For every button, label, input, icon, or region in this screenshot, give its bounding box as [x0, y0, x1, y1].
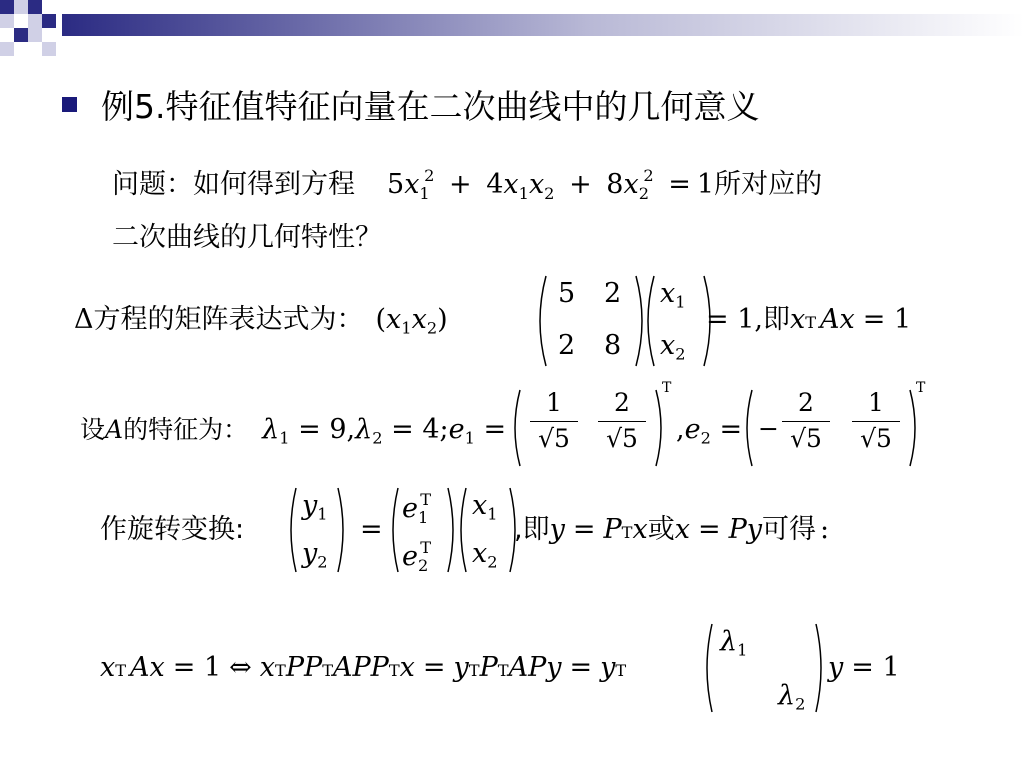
- delta-symbol: Δ: [74, 304, 94, 335]
- matrix-expression-tail: = 1, 即 x T Ax = 1: [706, 304, 912, 335]
- bullet-icon: [62, 97, 77, 112]
- slide-title: [62, 84, 760, 124]
- eigenvector-1: 1 √5 2 √5 T: [508, 386, 678, 470]
- column-vector-cell: $x_2$: [660, 330, 686, 364]
- equals-sign: =: [360, 514, 383, 545]
- eigen-label-post: 的特征为：: [123, 415, 249, 444]
- rotation-tail: ,即 y = P T x 或 x = Py 可得 :: [514, 514, 830, 545]
- diagonal-matrix: $\lambda_1$ $\lambda_2$: [700, 620, 830, 716]
- eigenvalues: $\lambda_1 = 9,\lambda_2$ = $4;e_1$ =: [262, 414, 507, 448]
- matrix-cell: 5: [558, 278, 576, 309]
- eigen-label-A: A: [105, 415, 124, 444]
- question-equation: $5x_1^2 + 4x_1x_2 + 8x_2^2 = 1$: [387, 166, 715, 203]
- fraction: 2 √5: [782, 390, 830, 451]
- question-prefix: 问题：如何得到方程: [112, 169, 355, 201]
- question-suffix: 所对应的: [714, 169, 823, 201]
- deco-square: [28, 28, 42, 42]
- matrix-expression-label: 方程的矩阵表达式为：: [93, 304, 364, 335]
- row-vector: $(x_1x_2)$: [375, 304, 448, 338]
- matrix-cell: 2: [558, 330, 576, 361]
- eT-matrix: $e_1^T$ $e_2^T$ $x_1$ $x_2$: [386, 484, 522, 576]
- question-line-2: 二次曲线的几何特性？: [112, 222, 382, 253]
- coefficient-matrix: [532, 272, 718, 370]
- deco-square: [42, 14, 56, 28]
- deco-square: [28, 0, 42, 14]
- deco-square: [0, 42, 14, 56]
- e2-label: $,e_2$ =: [676, 414, 743, 448]
- fraction: 1 √5: [530, 390, 578, 451]
- question-line-1: [112, 168, 822, 202]
- matrix-cell: 8: [604, 330, 622, 361]
- eigenvector-2: − 2 √5 1 √5 T: [740, 386, 930, 470]
- deco-square: [28, 14, 42, 28]
- matrix-cell: 2: [604, 278, 622, 309]
- title-text: 例5.特征值特征向量在二次曲线中的几何意义: [101, 86, 760, 126]
- deco-square: [14, 28, 28, 42]
- eigen-label-pre: 设: [80, 415, 106, 444]
- deco-square: [14, 0, 28, 14]
- rotation-row: [100, 484, 1000, 576]
- matrix-expression-row: [74, 272, 974, 370]
- deco-gradient-bar: [62, 14, 1024, 36]
- fraction: 2 √5: [598, 390, 646, 451]
- eigen-row: [80, 380, 1020, 470]
- iff-symbol: ⇔: [229, 652, 252, 683]
- final-derivation-row: x T Ax = 1 ⇔ x T P P T APP T x = y T P T APy = y T $\lambda_1$ $\lambda_2$ y = 1: [100, 620, 1000, 716]
- deco-square: [42, 42, 56, 56]
- rotation-label: 作旋转变换:: [100, 514, 245, 545]
- fraction: 1 √5: [852, 390, 900, 451]
- deco-square: [0, 0, 14, 14]
- y-vector: $y_1$ $y_2$: [284, 484, 354, 576]
- column-vector-cell: $x_1$: [660, 278, 686, 312]
- deco-square: [0, 14, 14, 28]
